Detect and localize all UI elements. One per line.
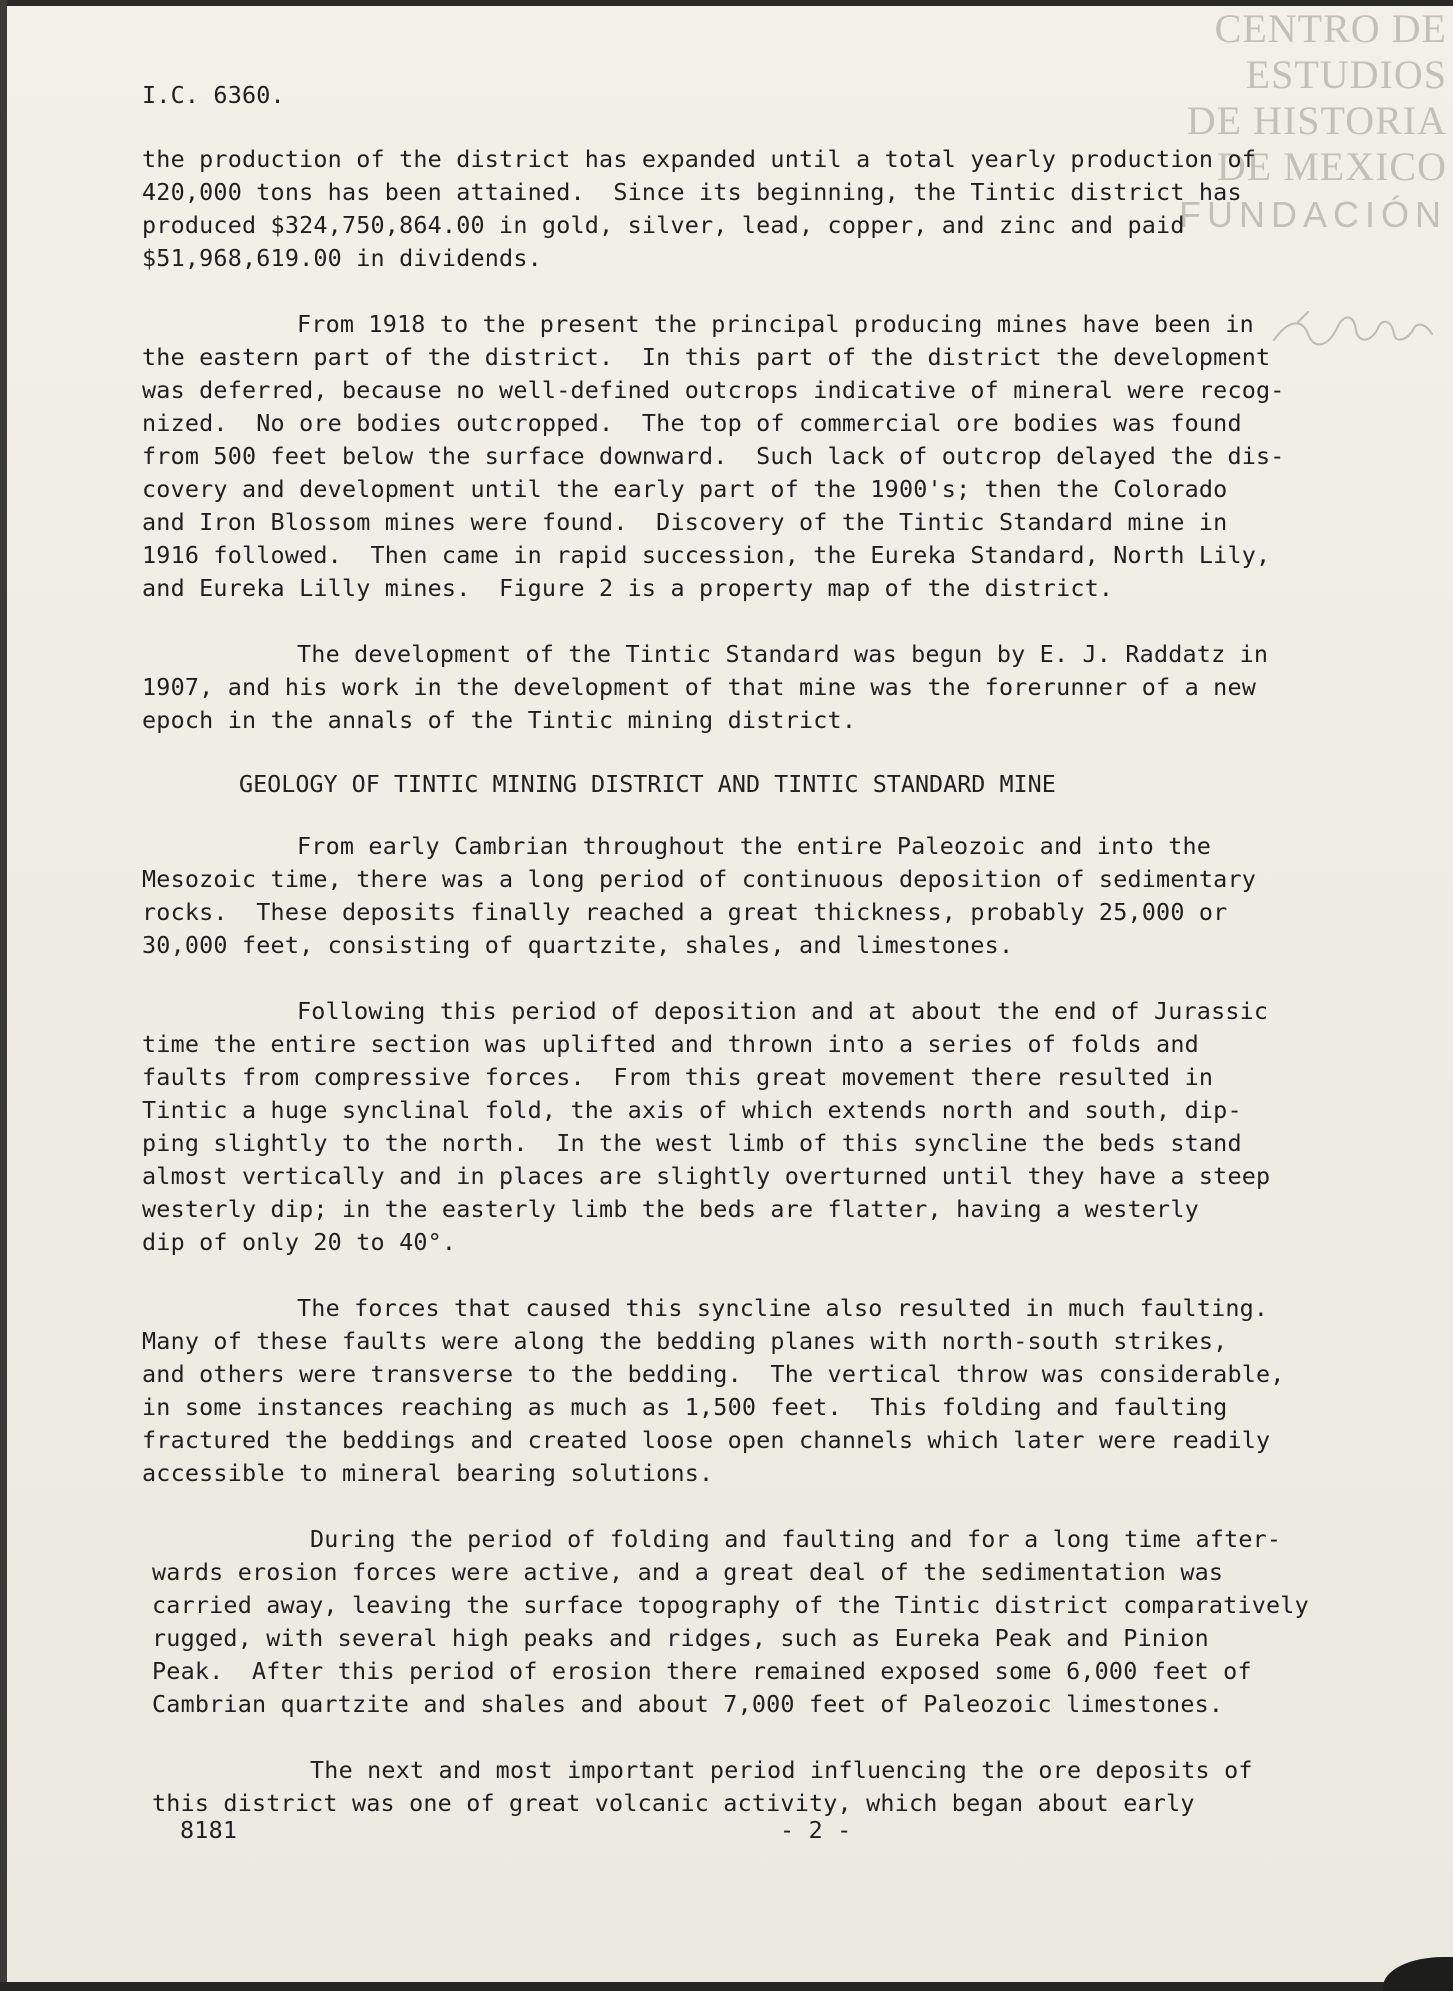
text-line: ping slightly to the north. In the west limb of this syncline the beds stand (142, 1129, 1242, 1157)
text-line: rugged, with several high peaks and ridges, such as Eureka Peak and Pinion (152, 1624, 1209, 1652)
text-line: From early Cambrian throughout the entire Paleozoic and into the (297, 832, 1212, 860)
text-line: faults from compressive forces. From this great movement there resulted in (142, 1063, 1214, 1091)
text-line: produced $324,750,864.00 in gold, silver, lead, copper, and zinc and paid (142, 211, 1185, 239)
text-line: and Iron Blossom mines were found. Discovery of the Tintic Standard mine in (142, 508, 1228, 536)
text-line: covery and development until the early part of the 1900's; then the Colorado (142, 475, 1228, 503)
text-line: westerly dip; in the easterly limb the beds are flatter, having a westerly (142, 1195, 1199, 1223)
text-line: 1907, and his work in the development of that mine was the forerunner of a new (142, 673, 1257, 701)
watermark-line-3: DE HISTORIA (1186, 98, 1447, 143)
text-line: fractured the beddings and created loose open channels which later were readily (142, 1426, 1271, 1454)
text-line: Peak. After this period of erosion there remained exposed some 6,000 feet of (152, 1657, 1252, 1685)
text-line: this district was one of great volcanic activity, which began about early (152, 1789, 1195, 1817)
text-line: 30,000 feet, consisting of quartzite, shales, and limestones. (142, 931, 1014, 959)
signature-mark (1268, 300, 1438, 360)
report-number: 8181 (180, 1816, 238, 1844)
text-line: During the period of folding and faulting and for a long time after- (310, 1525, 1282, 1553)
text-line: Mesozoic time, there was a long period of continuous deposition of sedimentary (142, 865, 1257, 893)
scan-edge-corner (1383, 1957, 1453, 1991)
text-line: the eastern part of the district. In this part of the district the development (142, 343, 1271, 371)
text-line: in some instances reaching as much as 1,500 feet. This folding and faulting (142, 1393, 1228, 1421)
text-line: time the entire section was uplifted and thrown into a series of folds and (142, 1030, 1199, 1058)
text-line: The forces that caused this syncline also resulted in much faulting. (297, 1294, 1269, 1322)
watermark-line-4: DE MEXICO (1216, 144, 1447, 189)
text-line: epoch in the annals of the Tintic mining district. (142, 706, 857, 734)
text-line: was deferred, because no well-defined outcrops indicative of mineral were recog- (142, 376, 1285, 404)
text-line: nized. No ore bodies outcropped. The top of commercial ore bodies was found (142, 409, 1242, 437)
page-number: - 2 - (780, 1816, 852, 1844)
text-line: and others were transverse to the bedding. The vertical throw was considerable, (142, 1360, 1285, 1388)
text-line: Tintic a huge synclinal fold, the axis of which extends north and south, dip- (142, 1096, 1242, 1124)
text-line: wards erosion forces were active, and a great deal of the sedimentation was (152, 1558, 1224, 1586)
text-line: The next and most important period influencing the ore deposits of (310, 1756, 1253, 1784)
watermark-line-2: ESTUDIOS (1245, 52, 1447, 97)
text-line: Many of these faults were along the bedding planes with north-south strikes, (142, 1327, 1228, 1355)
text-line: From 1918 to the present the principal producing mines have been in (297, 310, 1254, 338)
scan-edge-left (0, 0, 7, 1991)
text-line: $51,968,619.00 in dividends. (142, 244, 542, 272)
watermark-foundation: FUNDACIÓN (1179, 194, 1447, 235)
section-heading: GEOLOGY OF TINTIC MINING DISTRICT AND TINTIC STANDARD MINE (239, 770, 1056, 798)
text-line: 420,000 tons has been attained. Since its beginning, the Tintic district has (142, 178, 1242, 206)
text-line: and Eureka Lilly mines. Figure 2 is a property map of the district. (142, 574, 1114, 602)
text-line: Following this period of deposition and at about the end of Jurassic (297, 997, 1269, 1025)
text-line: Cambrian quartzite and shales and about 7,000 feet of Paleozoic limestones. (152, 1690, 1224, 1718)
text-line: almost vertically and in places are slightly overturned until they have a steep (142, 1162, 1271, 1190)
text-line: dip of only 20 to 40°. (142, 1228, 457, 1256)
watermark-line-1: CENTRO DE (1214, 6, 1447, 51)
document-code: I.C. 6360. (142, 81, 285, 109)
text-line: rocks. These deposits finally reached a great thickness, probably 25,000 or (142, 898, 1228, 926)
text-line: the production of the district has expanded until a total yearly production of (142, 145, 1257, 173)
text-line: from 500 feet below the surface downward. Such lack of outcrop delayed the dis- (142, 442, 1285, 470)
text-line: 1916 followed. Then came in rapid succession, the Eureka Standard, North Lily, (142, 541, 1271, 569)
text-line: accessible to mineral bearing solutions. (142, 1459, 714, 1487)
text-line: carried away, leaving the surface topography of the Tintic district comparatively (152, 1591, 1309, 1619)
text-line: The development of the Tintic Standard was begun by E. J. Raddatz in (297, 640, 1269, 668)
scan-edge-bottom (0, 1982, 1453, 1991)
